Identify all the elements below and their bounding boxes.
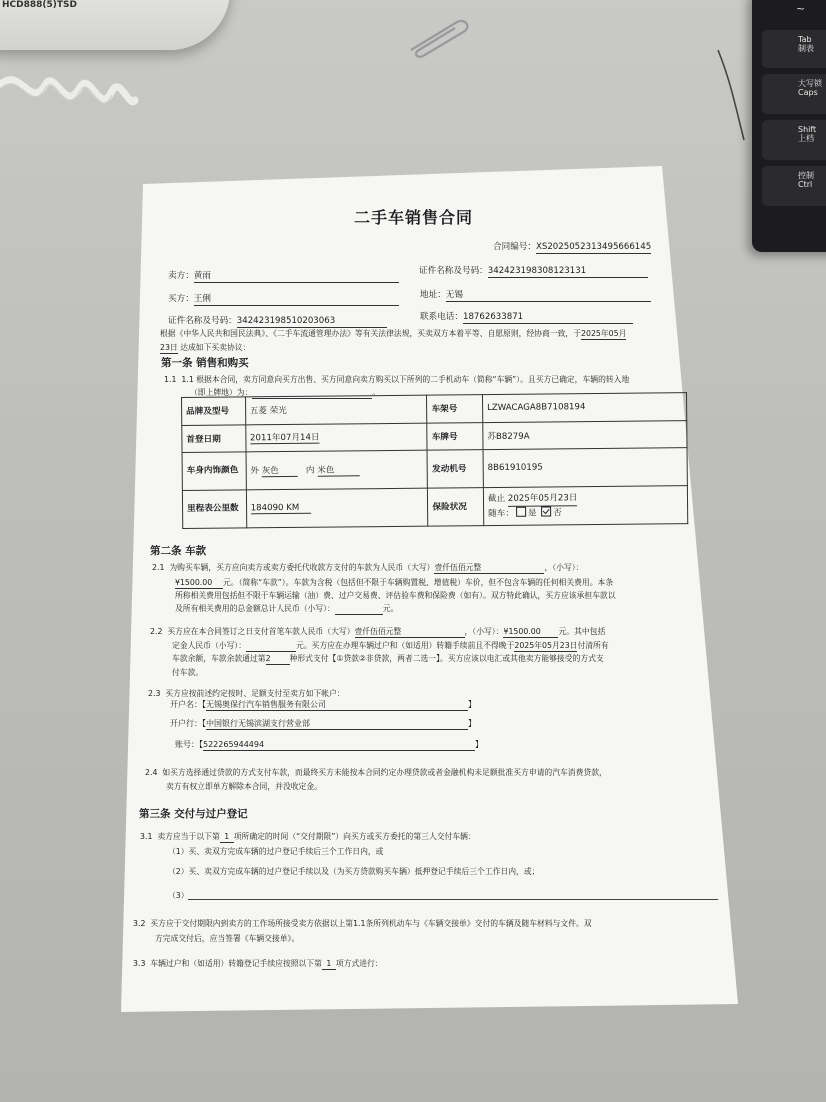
article-2-title: 第二条 车款 <box>150 545 207 557</box>
address-field: 地址：无锡 <box>420 290 651 302</box>
insurance-no-checkbox <box>541 506 551 516</box>
article-2-4-line-2: 卖方有权立即单方解除本合同，并没收定金。 <box>166 782 322 791</box>
table-row <box>182 486 687 529</box>
option-3-blank <box>188 899 718 900</box>
insurance-yes-checkbox <box>516 507 526 517</box>
color-label: 车身内饰颜色 <box>182 452 246 491</box>
engine-label: 发动机号 <box>427 450 483 489</box>
reg-date-value: 2011年07月14日 <box>245 423 427 452</box>
article-1-title: 第一条 销售和购买 <box>161 357 249 369</box>
article-2-1-line-4: 及所有相关费用的总金额总计人民币（小写）： 元。 <box>175 604 399 613</box>
color-value: 外 灰色 内 米色 <box>246 450 428 490</box>
account-bank: 开户行：【中国银行无锡滨湖支行营业部 】 <box>170 719 476 728</box>
article-2-3-line-1: 2.3 买方应按前述约定按时、足额支付至卖方如下帐户： <box>148 689 345 698</box>
article-3-3-line-1: 3.3 车辆过户和（如适用）转籍登记手续应按照以下第 1 项方式进行： <box>133 959 383 968</box>
article-2-2-line-1: 2.2 买方应在本合同签订之日支付首笔车款人民币（大写）壹仟伍佰元整 ，（小写）：¥1500.00 元。其中包括 <box>150 627 606 636</box>
brand-label: 品牌及型号 <box>182 397 246 425</box>
article-3-1-line-1: 3.1 卖方应当于以下第 1 项所确定的时间（“交付期限”）向买方或买方委托的第三人交付车辆： <box>140 832 476 841</box>
article-2-1-line-1: 2.1 为购买车辆，买方应向卖方或卖方委托代收款方支付的车款为人民币（大写）壹仟伍佰元整 ，（小写）： <box>152 563 584 572</box>
article-3-2-line-1: 3.2 买方应于交付期限内到卖方的工作场所接受卖方依据以上第1.1条所列机动车与《车辆交接单》交付的车辆及随车材料与文件。双 <box>133 919 592 928</box>
article-1-1-line-2: （即上牌地）为： 。 <box>190 388 381 397</box>
caps-lock-key: 大写锁 Caps <box>762 74 826 114</box>
preamble-line-2: 23日 达成如下买卖协议： <box>160 343 251 352</box>
table-row <box>182 448 687 491</box>
article-2-2-line-2: 定金人民币（小写）： 元。买方应在办理车辆过户和（如适用）转籍手续前且不得晚于2025年05月23日付清所有 <box>172 641 609 650</box>
article-2-2-line-3: 车款余额，车款余款通过第2 种形式支付【①贷款②非贷款，两者二选一】。买方应该以电汇或其他卖方能够接受的方式支 <box>172 654 604 663</box>
mileage-label: 里程表公里数 <box>182 490 246 529</box>
ctrl-key: 控制 Ctrl <box>762 166 826 206</box>
reg-date-label: 首登日期 <box>182 424 246 452</box>
insurance-value: 截止 2025年05月23日 随车： 是 否 <box>483 486 687 526</box>
vin-label: 车架号 <box>427 395 483 423</box>
seller-field: 卖方：黄雨 <box>168 271 399 283</box>
article-2-4-line-1: 2.4 如买方选择通过贷款的方式支付车款，而最终买方未能按本合同约定办理贷款或者金融机构未足额批准买方申请的汽车消费贷款， <box>145 768 607 777</box>
article-3-1-option-2: （2）买、卖双方完成车辆的过户登记手续以及（为买方贷款购买车辆）抵押登记手续后三个工作日内，或； <box>168 867 540 876</box>
article-1-1-line-1: 1.1 1.1 根据本合同，卖方同意向买方出售、买方同意向卖方购买以下所列的二手机动车（简称“车辆”）。且买方已确定，车辆的转入地 <box>164 375 630 384</box>
article-3-2-line-2: 方完成交付后，应当签署《车辆交接单》。 <box>155 934 300 943</box>
article-2-2-line-4: 付车款。 <box>172 668 204 677</box>
buyer-field: 买方：王俐 <box>168 294 399 306</box>
account-number: 账号：【522265944494 】 <box>175 740 483 749</box>
buyer-id-field: 证件名称及号码：342423198510203063 <box>168 316 387 328</box>
article-3-1-option-1: （1）买、卖双方完成车辆的过户登记手续后三个工作日内，或 <box>168 847 384 856</box>
tilde-key: ~ <box>796 2 806 15</box>
article-2-1-line-3: 所称相关费用包括但不限于车辆运输（油）费、过户交易费、评估验车费和保险费（如有）。双方特此确认，买方应该承担车款以 <box>175 591 616 600</box>
plate-value: 苏B8279A <box>483 420 687 449</box>
engine-value: 8B61910195 <box>483 448 687 488</box>
vehicle-info-table <box>181 392 688 529</box>
article-3-title: 第三条 交付与过户登记 <box>139 808 248 820</box>
seller-id-field: 证件名称及号码：342423198308123131 <box>419 266 648 278</box>
article-2-1-line-2: ¥1500.00 元。（简称“车款”）。车款为含税（包括但不限于车辆购置税、增值税）车价，但不包含车辆的任何相关费用。本条 <box>175 578 614 587</box>
account-name: 开户名：【无锡奥保行汽车销售服务有限公司 】 <box>170 700 476 709</box>
contract-title: 二手车销售合同 <box>354 208 474 227</box>
preamble-line-1: 根据《中华人民共和国民法典》、《二手车流通管理办法》等有关法律法规，买卖双方本着平等、自愿原则，经协商一致，于2025年05月 <box>160 329 627 338</box>
mileage-value: 184090 KM <box>246 488 428 528</box>
insurance-label: 保险状况 <box>428 488 484 527</box>
vin-value: LZWACAGA8B7108194 <box>482 393 686 422</box>
plate-label: 车牌号 <box>427 422 483 450</box>
tab-key: Tab 制表 <box>762 30 826 68</box>
shift-key: Shift 上档 <box>762 120 826 160</box>
phone-model-label: HCD888(5)TSD <box>2 0 77 10</box>
contract-number: 合同编号：XS2025052313495666145 <box>493 242 652 252</box>
article-3-1-option-3: （3） <box>168 891 189 900</box>
phone-field: 联系电话：18762633871 <box>420 312 633 324</box>
brand-value: 五菱 荣光 <box>245 395 427 424</box>
